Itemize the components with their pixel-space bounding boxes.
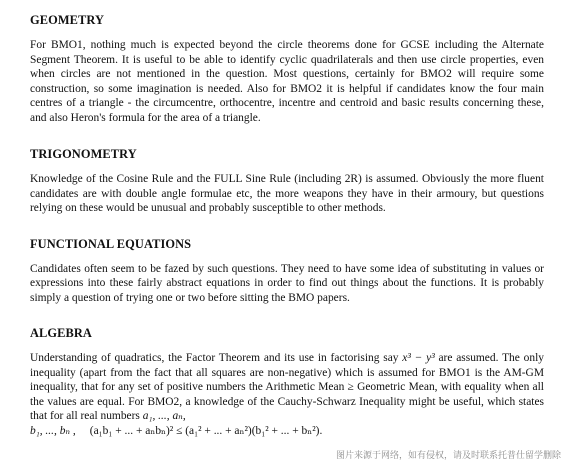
paragraph-text: Understanding of quadratics, the Factor Theorem and its use in factorising say xyxy=(30,352,403,364)
section-heading: TRIGONOMETRY xyxy=(30,147,137,161)
section-paragraph: Candidates often seem to be fazed by such questions. They need to have some idea of substituting in values or expressions into these fairly abstract equations in order to find out things about the functions. It is probably simply a question of trying one or two before sitting the BMO papers. xyxy=(30,262,544,304)
section-paragraph xyxy=(30,351,544,424)
section-functional-equations xyxy=(30,236,544,306)
math-formula: (a₁b₁ + ... + aₙbₙ)² ≤ (a₁² + ... + aₙ²)(b₁² + ... + bₙ²). xyxy=(89,424,323,437)
math-variables: b₁, ..., bₙ , xyxy=(30,424,76,437)
paragraph-text: are assumed. The only inequality (apart from the fact that all squares are non-negative) which is assumed for BMO1 is the AM-GM inequality, that for any set of positive numbers the Arithmetic Mean ≥ Geometric Mean, with equality when all the values are equal. For BMO2, a knowledge of the Cauchy-Schwarz Inequality might be useful, which states that for all real numbers xyxy=(30,352,544,422)
section-heading: FUNCTIONAL EQUATIONS xyxy=(30,236,192,251)
section-heading: ALGEBRA xyxy=(30,326,92,340)
math-variables: a₁, ..., aₙ, xyxy=(142,410,186,422)
section-geometry xyxy=(30,12,544,125)
section-algebra xyxy=(30,325,544,438)
watermark-text: 图片来源于网络，如有侵权，请及时联系托普仕留学删除 xyxy=(333,447,564,462)
section-paragraph: For BMO1, nothing much is expected beyond the circle theorems done for GCSE including the Alternate Segment Theorem. It is useful to be able to identify cyclic quadrilaterals and then use circle properties, even when circles are not mentioned in the question. Most questions, certainly for BMO2 will require some construction, so some imagination is needed. Also for BMO2 it is helpful if candidates know the four main centres of a triangle - the circumcentre, orthocentre, incentre and centroid and basic results concerning these, and also Heron's formula for the area of a triangle. xyxy=(30,39,544,124)
cauchy-schwarz-formula xyxy=(30,424,544,439)
math-expression: x³ − y³ xyxy=(402,352,435,364)
section-paragraph: Knowledge of the Cosine Rule and the FULL Sine Rule (including 2R) is assumed. Obviously the more fluent candidates are with double angle formulae etc, the more weapons they have in their armoury, but questions relying on these would be unusual and probably susceptible to other methods. xyxy=(30,173,544,214)
section-trigonometry xyxy=(30,146,544,216)
section-heading: GEOMETRY xyxy=(30,13,105,27)
document-page xyxy=(30,12,544,438)
